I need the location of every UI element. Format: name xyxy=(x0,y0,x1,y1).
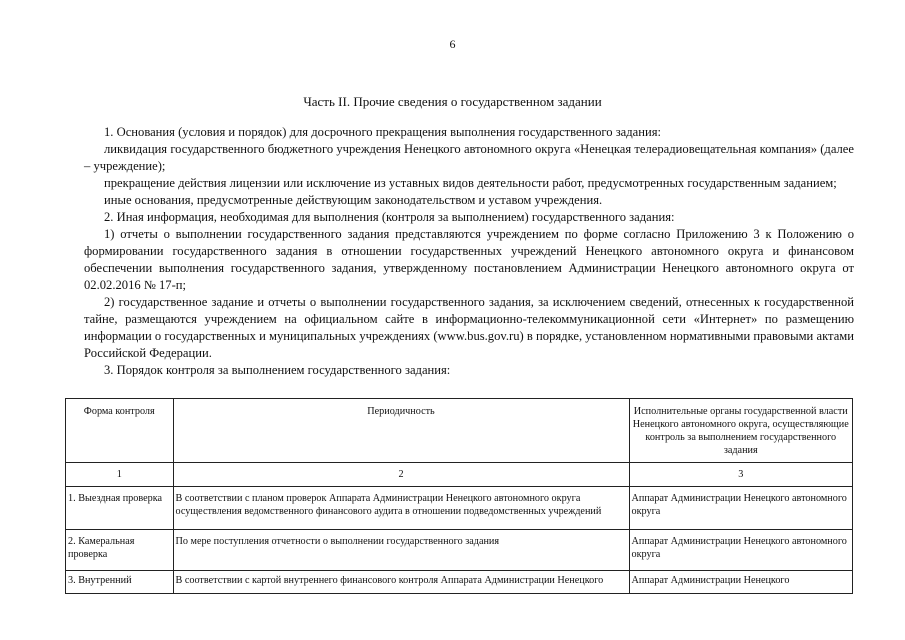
cell-control-form: 2. Камеральная проверка xyxy=(66,530,174,571)
cell-authority: Аппарат Администрации Ненецкого xyxy=(629,571,852,594)
header-periodicity: Периодичность xyxy=(173,399,629,463)
paragraph-other-info: 2. Иная информация, необходимая для выполнения (контроля за выполнением) государственного задания: xyxy=(104,210,675,224)
column-number: 2 xyxy=(173,463,629,487)
header-executive-bodies: Исполнительные органы государственной власти Ненецкого автономного округа, осуществляющие контроль за выполнением государственного задания xyxy=(629,399,852,463)
cell-periodicity: В соответствии с планом проверок Аппарата Администрации Ненецкого автономного округа осуществления ведомственного финансового аудита в отношении подведомственных учреждений xyxy=(173,487,629,530)
page-number: 6 xyxy=(449,37,456,51)
column-number: 1 xyxy=(66,463,174,487)
cell-periodicity: В соответствии с картой внутреннего финансового контроля Аппарата Администрации Ненецкого xyxy=(173,571,629,594)
cell-authority: Аппарат Администрации Ненецкого автономного округа xyxy=(629,487,852,530)
part-title: Часть II. Прочие сведения о государственном задании xyxy=(303,94,602,109)
table-row xyxy=(66,487,853,530)
paragraph-control-procedure: 3. Порядок контроля за выполнением государственного задания: xyxy=(104,363,451,377)
paragraph-liquidation: ликвидация государственного бюджетного учреждения Ненецкого автономного округа «Ненецкая телерадиовещательная компания» (далее – учреждение); xyxy=(84,142,854,173)
header-control-form: Форма контроля xyxy=(66,399,174,463)
paragraph-license-termination: прекращение действия лицензии или исключение из уставных видов деятельности работ, предусмотренных государственным заданием; xyxy=(104,176,837,190)
control-table xyxy=(65,398,853,594)
column-number: 3 xyxy=(629,463,852,487)
paragraph-other-grounds: иные основания, предусмотренные действующим законодательством и уставом учреждения. xyxy=(104,193,603,207)
table-column-numbers-row xyxy=(66,463,853,487)
cell-authority: Аппарат Администрации Ненецкого автономного округа xyxy=(629,530,852,571)
table-row xyxy=(66,571,853,594)
paragraph-publication: 2) государственное задание и отчеты о выполнении государственного задания, за исключением сведений, отнесенных к государственной тайне, размещаются учреждением на официальном сайте в информационно-телекоммуникационной сети «Интернет» по размещению информации о государственных и муниципальных учреждениях (www.bus.gov.ru) в порядке, установленном нормативными правовыми актами Российской Федерации. xyxy=(84,295,854,360)
paragraph-reports: 1) отчеты о выполнении государственного задания представляются учреждением по форме согласно Приложению 3 к Положению о формировании государственного задания в отношении государственных учреждений Ненецкого автономного округа и финансовом обеспечении выполнения государственного задания, утвержденному постановлением Администрации Ненецкого автономного округа от 02.02.2016 № 17-п; xyxy=(84,227,854,292)
table-row xyxy=(66,530,853,571)
cell-control-form: 3. Внутренний xyxy=(66,571,174,594)
paragraph-termination-grounds: 1. Основания (условия и порядок) для досрочного прекращения выполнения государственного задания: xyxy=(104,125,662,139)
cell-control-form: 1. Выездная проверка xyxy=(66,487,174,530)
cell-periodicity: По мере поступления отчетности о выполнении государственного задания xyxy=(173,530,629,571)
table-header-row xyxy=(66,399,853,463)
document-body xyxy=(84,124,854,379)
